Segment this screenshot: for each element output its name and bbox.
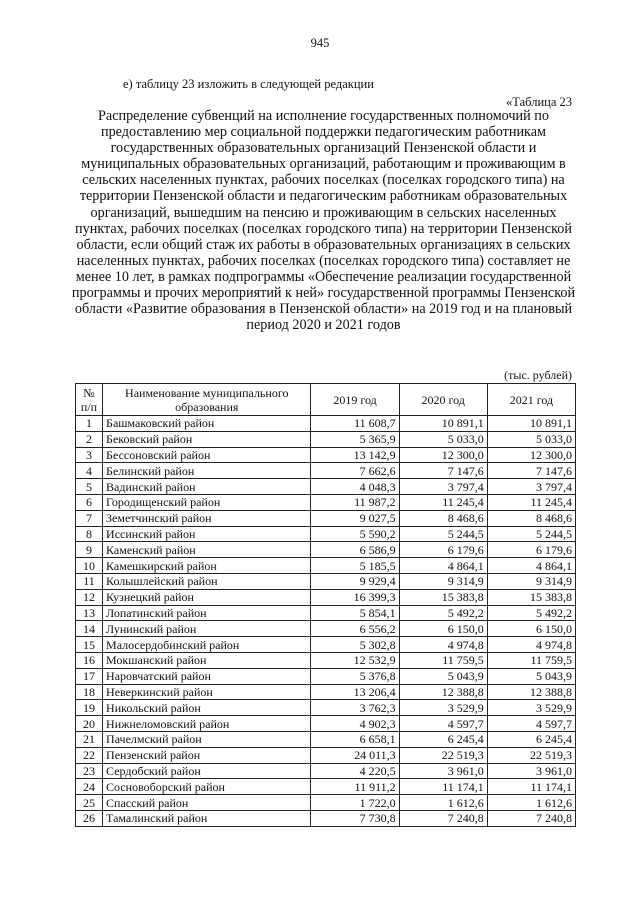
table-row (76, 731, 576, 747)
header-no: № п/п (76, 384, 103, 416)
table-row (76, 668, 576, 684)
row-number: 9 (76, 542, 103, 558)
table-row (76, 795, 576, 811)
value-2020: 11 174,1 (399, 779, 487, 795)
page-number: 945 (310, 36, 330, 50)
value-2021: 5 244,5 (487, 526, 575, 542)
value-2019: 4 048,3 (311, 479, 399, 495)
value-2021: 15 383,8 (487, 589, 575, 605)
value-2019: 6 586,9 (311, 542, 399, 558)
value-2019: 5 365,9 (311, 431, 399, 447)
value-2021: 4 597,7 (487, 716, 575, 732)
municipality-name: Земетчинский район (103, 510, 311, 526)
municipality-name: Лопатинский район (103, 605, 311, 621)
value-2020: 4 864,1 (399, 558, 487, 574)
value-2021: 3 961,0 (487, 763, 575, 779)
municipality-name: Спасский район (103, 795, 311, 811)
intro-line: е) таблицу 23 изложить в следующей редакции (123, 77, 374, 91)
row-number: 26 (76, 810, 103, 826)
row-number: 24 (76, 779, 103, 795)
value-2021: 3 797,4 (487, 479, 575, 495)
value-2020: 7 147,6 (399, 463, 487, 479)
value-2020: 15 383,8 (399, 589, 487, 605)
table-row (76, 684, 576, 700)
value-2019: 11 608,7 (311, 416, 399, 432)
value-2020: 11 245,4 (399, 494, 487, 510)
value-2020: 12 300,0 (399, 447, 487, 463)
value-2020: 1 612,6 (399, 795, 487, 811)
value-2019: 5 302,8 (311, 637, 399, 653)
value-2020: 6 179,6 (399, 542, 487, 558)
row-number: 8 (76, 526, 103, 542)
row-number: 11 (76, 573, 103, 589)
table-row (76, 447, 576, 463)
value-2021: 10 891,1 (487, 416, 575, 432)
value-2021: 7 147,6 (487, 463, 575, 479)
value-2020: 8 468,6 (399, 510, 487, 526)
municipality-name: Пачелмский район (103, 731, 311, 747)
value-2019: 9 929,4 (311, 573, 399, 589)
municipality-name: Сосновоборский район (103, 779, 311, 795)
row-number: 22 (76, 747, 103, 763)
municipality-name: Белинский район (103, 463, 311, 479)
value-2019: 6 556,2 (311, 621, 399, 637)
value-2020: 4 974,8 (399, 637, 487, 653)
value-2019: 13 206,4 (311, 684, 399, 700)
table-reference: «Таблица 23 (506, 95, 572, 109)
value-2021: 11 245,4 (487, 494, 575, 510)
value-2019: 12 532,9 (311, 652, 399, 668)
value-2020: 3 529,9 (399, 700, 487, 716)
value-2019: 3 762,3 (311, 700, 399, 716)
value-2019: 7 662,6 (311, 463, 399, 479)
row-number: 12 (76, 589, 103, 605)
value-2021: 1 612,6 (487, 795, 575, 811)
table-row (76, 810, 576, 826)
value-2019: 11 911,2 (311, 779, 399, 795)
row-number: 16 (76, 652, 103, 668)
table-body (76, 416, 576, 827)
table-row (76, 573, 576, 589)
value-2019: 1 722,0 (311, 795, 399, 811)
value-2021: 6 245,4 (487, 731, 575, 747)
municipality-name: Колышлейский район (103, 573, 311, 589)
municipality-name: Неверкинский район (103, 684, 311, 700)
value-2021: 12 388,8 (487, 684, 575, 700)
value-2020: 22 519,3 (399, 747, 487, 763)
row-number: 3 (76, 447, 103, 463)
municipality-name: Сердобский район (103, 763, 311, 779)
municipality-name: Тамалинский район (103, 810, 311, 826)
value-2019: 5 854,1 (311, 605, 399, 621)
value-2019: 5 590,2 (311, 526, 399, 542)
row-number: 19 (76, 700, 103, 716)
value-2019: 16 399,3 (311, 589, 399, 605)
municipality-name: Каменский район (103, 542, 311, 558)
row-number: 17 (76, 668, 103, 684)
municipality-name: Бессоновский район (103, 447, 311, 463)
table-row (76, 637, 576, 653)
row-number: 10 (76, 558, 103, 574)
value-2021: 11 759,5 (487, 652, 575, 668)
municipality-name: Пензенский район (103, 747, 311, 763)
table-title: Распределение субвенций на исполнение государственных полномочий по предоставлению мер социальной поддержки педагогическим работникам государственных образовательных организаций Пензенской области и муниципальных образовательных организаций, работающим и проживающим в сельских населенных пунктах, рабочих поселках (поселках городского типа) на территории Пензенской области и педагогическим работникам образовательных организаций, вышедшим на пенсию и проживающим в сельских населенных пунктах, рабочих поселках (поселках городского типа) на территории Пензенской области, если общий стаж их работы в образовательных организациях в сельских населенных пунктах, рабочих поселках (поселках городского типа) составляет не менее 10 лет, в рамках подпрограммы «Обеспечение реализации государственной программы и прочих мероприятий к ней» государственной программы Пензенской области «Развитие образования в Пензенской области» на 2019 год и на плановый период 2020 и 2021 годов (71, 108, 576, 334)
row-number: 5 (76, 479, 103, 495)
units-label: (тыс. рублей) (504, 368, 572, 382)
value-2020: 10 891,1 (399, 416, 487, 432)
table-row (76, 747, 576, 763)
table-row (76, 605, 576, 621)
row-number: 4 (76, 463, 103, 479)
table-row (76, 526, 576, 542)
row-number: 2 (76, 431, 103, 447)
row-number: 7 (76, 510, 103, 526)
value-2019: 13 142,9 (311, 447, 399, 463)
value-2019: 11 987,2 (311, 494, 399, 510)
row-number: 23 (76, 763, 103, 779)
value-2021: 6 179,6 (487, 542, 575, 558)
table-row (76, 431, 576, 447)
table-row (76, 621, 576, 637)
municipality-name: Бековский район (103, 431, 311, 447)
municipality-name: Мокшанский район (103, 652, 311, 668)
value-2019: 5 185,5 (311, 558, 399, 574)
table-row (76, 652, 576, 668)
value-2021: 22 519,3 (487, 747, 575, 763)
value-2020: 12 388,8 (399, 684, 487, 700)
value-2020: 5 033,0 (399, 431, 487, 447)
value-2019: 5 376,8 (311, 668, 399, 684)
value-2021: 5 033,0 (487, 431, 575, 447)
municipality-name: Наровчатский район (103, 668, 311, 684)
value-2021: 4 974,8 (487, 637, 575, 653)
value-2019: 9 027,5 (311, 510, 399, 526)
municipality-name: Нижнеломовский район (103, 716, 311, 732)
value-2019: 7 730,8 (311, 810, 399, 826)
municipality-name: Башмаковский район (103, 416, 311, 432)
table-row (76, 763, 576, 779)
table-row (76, 494, 576, 510)
municipality-name: Никольский район (103, 700, 311, 716)
municipality-name: Вадинский район (103, 479, 311, 495)
value-2020: 3 961,0 (399, 763, 487, 779)
table-row (76, 416, 576, 432)
value-2021: 12 300,0 (487, 447, 575, 463)
row-number: 13 (76, 605, 103, 621)
value-2020: 9 314,9 (399, 573, 487, 589)
value-2020: 3 797,4 (399, 479, 487, 495)
table-row (76, 779, 576, 795)
row-number: 18 (76, 684, 103, 700)
value-2021: 4 864,1 (487, 558, 575, 574)
value-2019: 4 220,5 (311, 763, 399, 779)
row-number: 14 (76, 621, 103, 637)
table-row (76, 542, 576, 558)
value-2019: 6 658,1 (311, 731, 399, 747)
value-2020: 7 240,8 (399, 810, 487, 826)
value-2021: 6 150,0 (487, 621, 575, 637)
value-2020: 6 245,4 (399, 731, 487, 747)
value-2020: 11 759,5 (399, 652, 487, 668)
municipality-name: Городищенский район (103, 494, 311, 510)
row-number: 20 (76, 716, 103, 732)
value-2021: 3 529,9 (487, 700, 575, 716)
value-2020: 6 150,0 (399, 621, 487, 637)
municipality-name: Кузнецкий район (103, 589, 311, 605)
municipality-name: Иссинский район (103, 526, 311, 542)
municipality-name: Камешкирский район (103, 558, 311, 574)
table-row (76, 558, 576, 574)
row-number: 21 (76, 731, 103, 747)
value-2021: 7 240,8 (487, 810, 575, 826)
subvention-table (75, 383, 576, 827)
value-2021: 5 492,2 (487, 605, 575, 621)
value-2021: 11 174,1 (487, 779, 575, 795)
table-header-row (76, 384, 576, 416)
municipality-name: Малосердобинский район (103, 637, 311, 653)
value-2019: 4 902,3 (311, 716, 399, 732)
row-number: 15 (76, 637, 103, 653)
table-row (76, 479, 576, 495)
value-2019: 24 011,3 (311, 747, 399, 763)
header-2019: 2019 год (311, 384, 399, 416)
value-2021: 8 468,6 (487, 510, 575, 526)
value-2021: 5 043,9 (487, 668, 575, 684)
municipality-name: Лунинский район (103, 621, 311, 637)
header-2020: 2020 год (399, 384, 487, 416)
row-number: 25 (76, 795, 103, 811)
value-2020: 5 043,9 (399, 668, 487, 684)
value-2020: 5 492,2 (399, 605, 487, 621)
header-2021: 2021 год (487, 384, 575, 416)
row-number: 1 (76, 416, 103, 432)
table-row (76, 589, 576, 605)
row-number: 6 (76, 494, 103, 510)
header-name: Наименование муниципального образования (103, 384, 311, 416)
table-row (76, 716, 576, 732)
table-row (76, 700, 576, 716)
value-2020: 4 597,7 (399, 716, 487, 732)
table-row (76, 463, 576, 479)
value-2020: 5 244,5 (399, 526, 487, 542)
value-2021: 9 314,9 (487, 573, 575, 589)
table-row (76, 510, 576, 526)
